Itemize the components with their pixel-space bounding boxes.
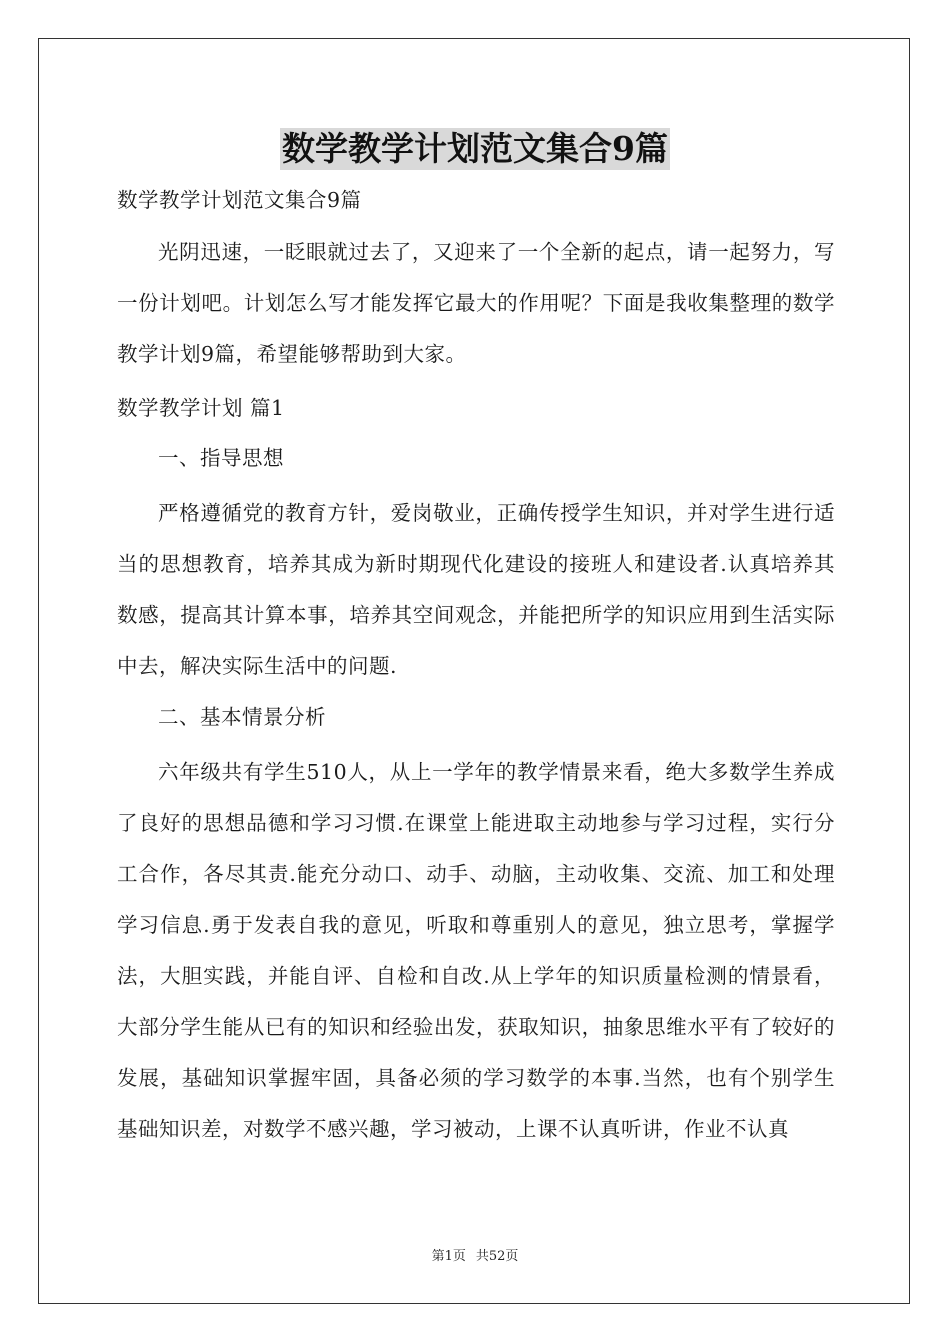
document-title: 数学教学计划范文集合9篇 xyxy=(282,129,668,168)
page-number: 第1页 xyxy=(431,1249,466,1264)
paragraph-guiding-thought: 严格遵循党的教育方针，爱岗敬业，正确传授学生知识，并对学生进行适当的思想教育，培养其成为新时期现代化建设的接班人和建设者.认真培养其数感，提高其计算本事，培养其空间观念，并能把所学的知识应用到生活实际中去，解决实际生活中的问题. xyxy=(117,501,835,678)
section-heading: 数学教学计划 篇1 xyxy=(117,396,285,420)
page-footer xyxy=(0,1245,950,1264)
title-container xyxy=(0,128,950,170)
document-subtitle: 数学教学计划范文集合9篇 xyxy=(117,188,362,212)
heading-situation-analysis: 二、基本情景分析 xyxy=(158,705,326,729)
heading-guiding-thought: 一、指导思想 xyxy=(158,446,284,470)
page-total: 共52页 xyxy=(475,1249,519,1264)
intro-paragraph: 光阴迅速，一眨眼就过去了，又迎来了一个全新的起点，请一起努力，写一份计划吧。计划怎么写才能发挥它最大的作用呢？下面是我收集整理的数学教学计划9篇，希望能够帮助到大家。 xyxy=(117,240,835,366)
document-body xyxy=(117,180,835,1155)
paragraph-situation-analysis: 六年级共有学生510人，从上一学年的教学情景来看，绝大多数学生养成了良好的思想品德和学习习惯.在课堂上能进取主动地参与学习过程，实行分工合作，各尽其责.能充分动口、动手、动脑，主动收集、交流、加工和处理学习信息.勇于发表自我的意见，听取和尊重别人的意见，独立思考，掌握学法，大胆实践，并能自评、自检和自改.从上学年的知识质量检测的情景看，大部分学生能从已有的知识和经验出发，获取知识，抽象思维水平有了较好的发展，基础知识掌握牢固，具备必须的学习数学的本事.当然，也有个别学生基础知识差，对数学不感兴趣，学习被动，上课不认真听讲，作业不认真 xyxy=(117,760,835,1141)
